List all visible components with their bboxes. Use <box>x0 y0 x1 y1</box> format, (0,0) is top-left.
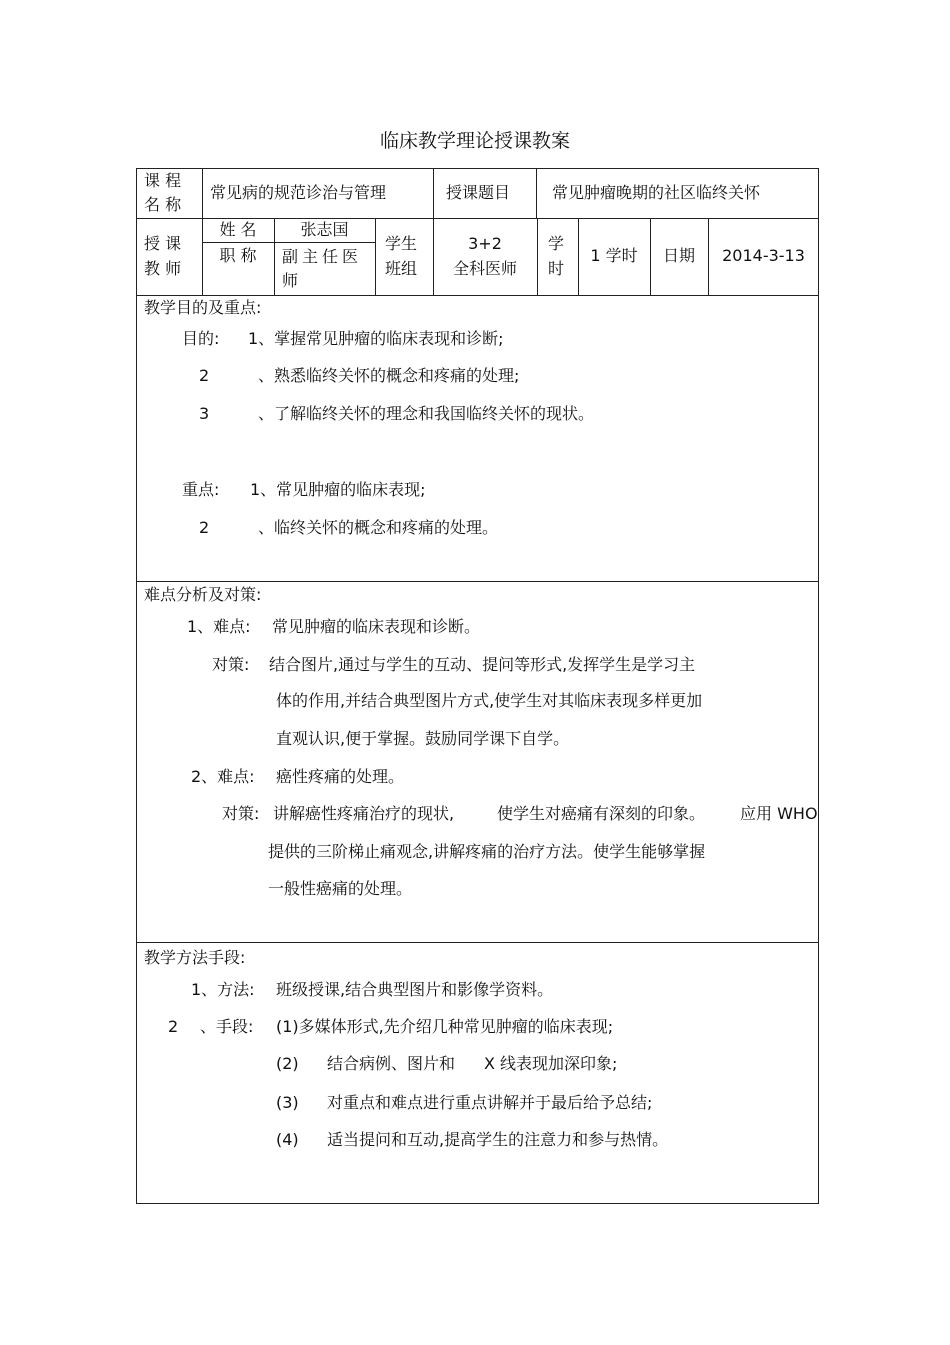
strategy-text: 应用 WHO <box>740 804 818 823</box>
focus-num: 2 <box>199 518 210 537</box>
purpose-item: 1、掌握常见肿瘤的临床表现和诊断; <box>248 329 504 348</box>
course-label: 课 程 <box>144 171 182 190</box>
section-heading: 教学方法手段: <box>144 948 246 967</box>
purpose-label: 目的: <box>182 329 220 348</box>
strategy-label: 对策: <box>222 804 260 823</box>
method-num: 2 <box>168 1017 179 1036</box>
purpose-item: 、熟悉临终关怀的概念和疼痛的处理; <box>258 366 520 385</box>
difficulty-label: 2、难点: <box>191 767 255 786</box>
method-text: 班级授课,结合典型图片和影像学资料。 <box>276 980 554 999</box>
col-divider <box>375 218 376 295</box>
teacher-name: 张志国 <box>300 220 349 239</box>
row-divider <box>136 942 819 943</box>
position-label: 职 称 <box>219 246 257 265</box>
section-heading: 难点分析及对策: <box>144 585 262 604</box>
method-text: 对重点和难点进行重点讲解并于最后给予总结; <box>327 1093 653 1112</box>
topic-value: 常见肿瘤晚期的社区临终关怀 <box>552 183 761 202</box>
course-name: 常见病的规范诊治与管理 <box>210 183 387 202</box>
purpose-num: 3 <box>199 404 210 423</box>
strategy-text: 直观认识,便于掌握。鼓励同学课下自学。 <box>276 729 570 748</box>
teacher-label: 授 课 <box>144 234 182 253</box>
strategy-text: 一般性癌痛的处理。 <box>268 879 413 898</box>
focus-item: 1、常见肿瘤的临床表现; <box>250 480 426 499</box>
date-label: 日期 <box>662 246 695 265</box>
section-heading: 教学目的及重点: <box>144 298 262 317</box>
row-divider <box>136 218 819 219</box>
difficulty-text: 癌性疼痛的处理。 <box>276 767 405 786</box>
method-label: 、手段: <box>200 1017 254 1036</box>
col-divider <box>537 218 538 295</box>
focus-item: 、临终关怀的概念和疼痛的处理。 <box>258 518 499 537</box>
lesson-plan-table <box>136 168 819 1204</box>
strategy-text: 结合图片,通过与学生的互动、提问等形式,发挥学生是学习主 <box>269 655 696 674</box>
row-divider <box>202 242 375 243</box>
strategy-text: 提供的三阶梯止痛观念,讲解疼痛的治疗方法。使学生能够掌握 <box>268 842 706 861</box>
page-title: 临床教学理论授课教案 <box>379 130 570 152</box>
strategy-label: 对策: <box>212 655 250 674</box>
position-value: 副主任医 <box>282 247 363 266</box>
focus-label: 重点: <box>182 480 220 499</box>
course-label: 名 称 <box>144 195 182 214</box>
row-divider <box>136 581 819 582</box>
method-num: (4) <box>276 1130 299 1149</box>
hours-label: 时 <box>548 259 565 278</box>
strategy-text: 使学生对癌痛有深刻的印象。 <box>497 804 706 823</box>
col-divider <box>536 168 537 219</box>
class-value: 全科医师 <box>452 259 517 278</box>
purpose-num: 2 <box>199 366 210 385</box>
method-text: 结合病例、图片和 <box>327 1054 456 1073</box>
method-num: (3) <box>276 1093 299 1112</box>
method-text: (1)多媒体形式,先介绍几种常见肿瘤的临床表现; <box>276 1017 614 1036</box>
class-value: 3+2 <box>468 234 502 253</box>
method-text: X 线表现加深印象; <box>484 1054 618 1073</box>
name-label: 姓 名 <box>219 220 257 239</box>
topic-label: 授课题目 <box>446 183 511 202</box>
method-num: (2) <box>276 1054 299 1073</box>
class-label: 班组 <box>385 259 418 278</box>
position-value: 师 <box>282 271 299 290</box>
method-text: 适当提问和互动,提高学生的注意力和参与热情。 <box>327 1130 669 1149</box>
row-divider <box>136 295 819 296</box>
class-label: 学生 <box>385 234 418 253</box>
difficulty-label: 1、难点: <box>187 617 251 636</box>
method-label: 1、方法: <box>191 980 255 999</box>
strategy-text: 体的作用,并结合典型图片方式,使学生对其临床表现多样更加 <box>276 691 703 710</box>
strategy-text: 讲解癌性疼痛治疗的现状, <box>273 804 455 823</box>
date-value: 2014-3-13 <box>722 246 805 265</box>
hours-label: 学 <box>548 234 565 253</box>
difficulty-text: 常见肿瘤的临床表现和诊断。 <box>272 617 481 636</box>
purpose-item: 、了解临终关怀的理念和我国临终关怀的现状。 <box>258 404 595 423</box>
teacher-label: 教 师 <box>144 259 182 278</box>
hours-value: 1 学时 <box>590 246 638 265</box>
